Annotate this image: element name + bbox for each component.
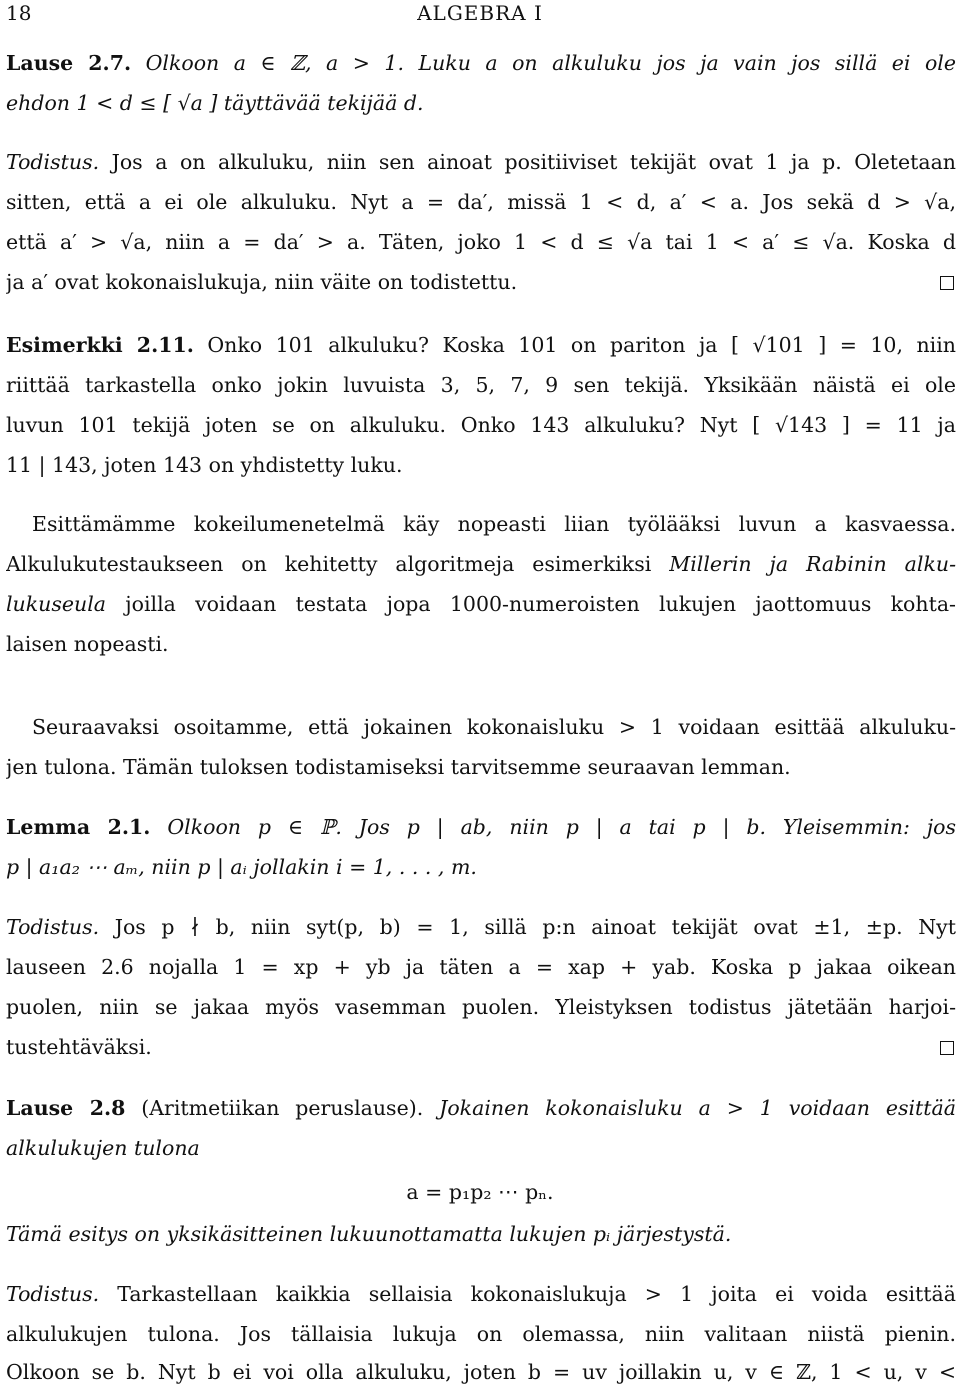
proof-label: Todistus.	[6, 915, 100, 939]
lemma-text: Olkoon p ∈ ℙ. Jos p | ab, niin p | a tai p | b. Yleisemmin: jos	[167, 815, 956, 839]
proof-label: Todistus.	[6, 150, 100, 174]
theorem-2-8-line-3: Tämä esitys on yksikäsitteinen lukuunottamatta lukujen pᵢ järjestystä.	[6, 1222, 732, 1246]
proof-label: Todistus.	[6, 1282, 100, 1306]
theorem-2-8-formula: a = p₁p₂ ⋯ pₙ.	[406, 1180, 554, 1204]
example-text: Onko 101 alkuluku? Koska 101 on pariton ja [ √101 ] = 10, niin	[207, 333, 956, 357]
proof-1-line-3: että a′ > √a, niin a = da′ > a. Täten, joko 1 < d ≤ √a tai 1 < a′ ≤ √a. Koska d	[6, 230, 956, 254]
theorem-2-8-line-2: alkulukujen tulona	[6, 1136, 200, 1160]
proof-2-line-3: puolen, niin se jakaa myös vasemman puolen. Yleistyksen todistus jätetään harjoi-	[6, 995, 956, 1019]
proof-1-line-1	[6, 148, 956, 176]
running-title: ALGEBRA I	[417, 1, 543, 25]
theorem-2-7-line-2: ehdon 1 < d ≤ [ √a ] täyttävää tekijää d.	[6, 91, 424, 115]
example-2-11-line-3: luvun 101 tekijä joten se on alkuluku. Onko 143 alkuluku? Nyt [ √143 ] = 11 ja	[6, 413, 956, 437]
proof-text: Jos a on alkuluku, niin sen ainoat positiiviset tekijät ovat 1 ja p. Oletetaan	[111, 150, 956, 174]
proof-2-line-4: tustehtäväksi.	[6, 1035, 152, 1059]
paragraph-text: Alkulukutestaukseen on kehitetty algoritmeja esimerkiksi	[6, 552, 652, 576]
page-number: 18	[6, 1, 32, 25]
example-label: Esimerkki 2.11.	[6, 333, 194, 357]
qed-square-icon	[940, 276, 954, 290]
sieve-name-cont: lukuseula	[6, 592, 107, 616]
theorem-2-8-line-1	[6, 1094, 956, 1122]
lemma-2-1-line-1	[6, 813, 956, 841]
qed-square-icon	[940, 1041, 954, 1055]
theorem-text: Jokainen kokonaisluku a > 1 voidaan esittää	[439, 1096, 956, 1120]
paragraph-text: joilla voidaan testata jopa 1000-numeroisten lukujen jaottomuus kohta-	[125, 592, 956, 616]
theorem-name: (Aritmetiikan peruslause).	[141, 1096, 424, 1120]
paragraph-1-line-1: Esittämämme kokeilumenetelmä käy nopeasti liian työlääksi luvun a kasvaessa.	[32, 512, 956, 536]
proof-3-line-2: alkulukujen tulona. Jos tällaisia lukuja on olemassa, niin valitaan niistä pienin.	[6, 1322, 956, 1346]
lemma-2-1-line-2: p | a₁a₂ ⋯ aₘ, niin p | aᵢ jollakin i = 1, . . . , m.	[6, 855, 477, 879]
theorem-label: Lause 2.8	[6, 1096, 126, 1120]
lemma-label: Lemma 2.1.	[6, 815, 151, 839]
theorem-2-7-line-1	[6, 49, 956, 77]
paragraph-1-line-4: laisen nopeasti.	[6, 632, 169, 656]
paragraph-1-line-3	[6, 590, 956, 618]
example-2-11-line-4: 11 | 143, joten 143 on yhdistetty luku.	[6, 453, 403, 477]
sieve-name: Millerin ja Rabinin alku-	[669, 552, 956, 576]
proof-text: Tarkastellaan kaikkia sellaisia kokonaislukuja > 1 joita ei voida esittää	[117, 1282, 956, 1306]
paragraph-2-line-2: jen tulona. Tämän tuloksen todistamiseksi tarvitsemme seuraavan lemman.	[6, 755, 791, 779]
proof-3-line-1	[6, 1280, 956, 1308]
proof-1-line-2: sitten, että a ei ole alkuluku. Nyt a = da′, missä 1 < d, a′ < a. Jos sekä d > √a,	[6, 190, 956, 214]
proof-2-line-1	[6, 913, 956, 941]
paragraph-1-line-2	[6, 550, 956, 578]
proof-2-line-2: lauseen 2.6 nojalla 1 = xp + yb ja täten a = xap + yab. Koska p jakaa oikean	[6, 955, 956, 979]
proof-text: Jos p ∤ b, niin syt(p, b) = 1, sillä p:n ainoat tekijät ovat ±1, ±p. Nyt	[114, 915, 956, 939]
proof-1-line-4: ja a′ ovat kokonaislukuja, niin väite on todistettu.	[6, 270, 518, 294]
example-2-11-line-1	[6, 331, 956, 359]
proof-3-line-3: Olkoon se b. Nyt b ei voi olla alkuluku, joten b = uv joillakin u, v ∈ ℤ, 1 < u, v <	[6, 1360, 956, 1384]
theorem-text: Olkoon a ∈ ℤ, a > 1. Luku a on alkuluku jos ja vain jos sillä ei ole	[145, 51, 956, 75]
theorem-label: Lause 2.7.	[6, 51, 132, 75]
example-2-11-line-2: riittää tarkastella onko jokin luvuista 3, 5, 7, 9 sen tekijä. Yksikään näistä ei ole	[6, 373, 956, 397]
paragraph-2-line-1: Seuraavaksi osoitamme, että jokainen kokonaisluku > 1 voidaan esittää alkuluku-	[32, 715, 956, 739]
